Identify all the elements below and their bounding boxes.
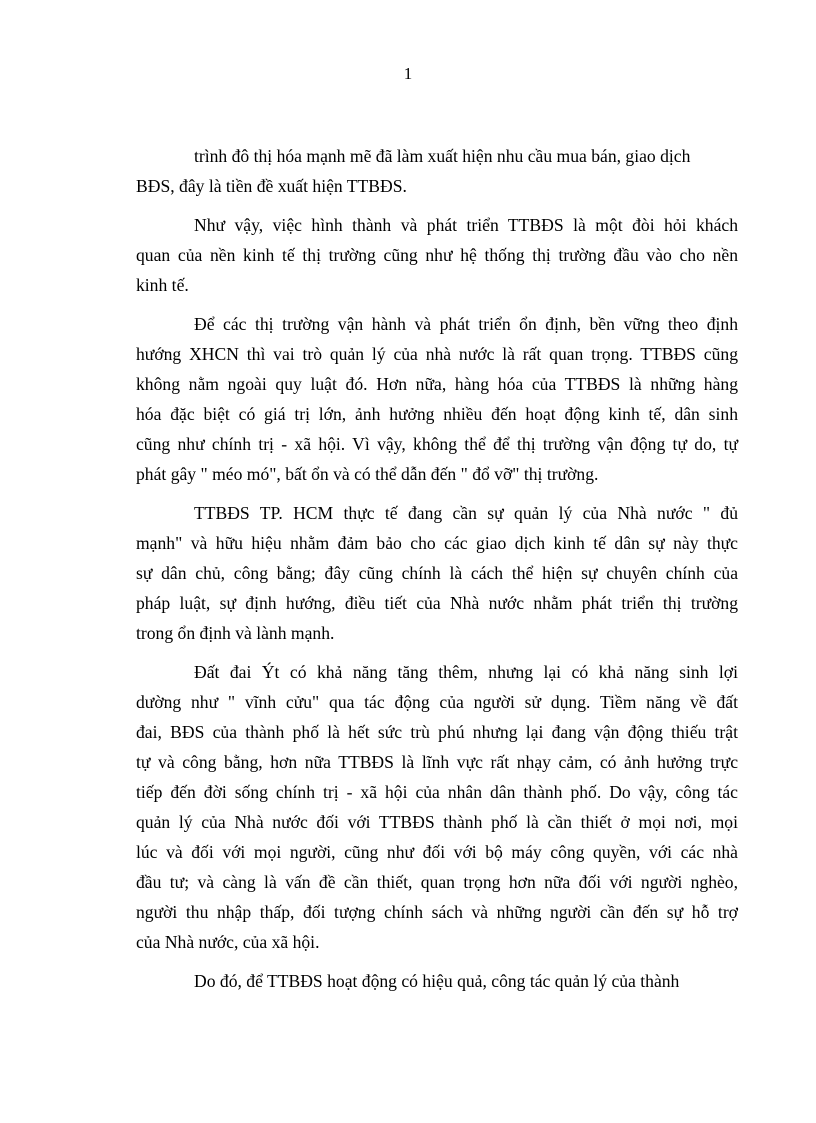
text-line: không nằm ngoài quy luật đó. Hơn nữa, hàng hóa của TTBĐS là những hàng [136,374,738,394]
text-line: quản lý của Nhà nước đối với TTBĐS thành phố là cần thiết ở mọi nơi, mọi [136,812,738,832]
paragraph [136,141,738,201]
paragraph [136,309,738,489]
text-line: phát gây " méo mó", bất ổn và có thể dẫn đến " đổ vỡ" thị trường. [136,464,599,484]
text-line: tiếp đến đời sống chính trị - xã hội của nhân dân thành phố. Do vậy, công tác [136,782,738,802]
text-line: lúc và đối với mọi người, cũng như đối với bộ máy công quyền, với các nhà [136,842,738,862]
text-line: pháp luật, sự định hướng, điều tiết của Nhà nước nhằm phát triển thị trường [136,593,738,613]
text-line: Như vậy, việc hình thành và phát triển TTBĐS là một đòi hỏi khách [194,215,738,235]
text-line: sự dân chủ, công bằng; đây cũng chính là cách thể hiện sự chuyên chính của [136,563,738,583]
text-line: tự và công bằng, hơn nữa TTBĐS là lĩnh vực rất nhạy cảm, có ảnh hưởng trực [136,752,738,772]
text-line: Đất đai Ýt có khả năng tăng thêm, nhưng lại có khả năng sinh lợi [194,662,738,682]
text-line: người thu nhập thấp, đối tượng chính sách và những người cần đến sự hỗ trợ [136,902,738,922]
paragraph [136,498,738,648]
text-line: TTBĐS TP. HCM thực tế đang cần sự quản lý của Nhà nước " đủ [194,503,738,523]
text-line: đai, BĐS của thành phố là hết sức trù phú nhưng lại đang vận động thiếu trật [136,722,738,742]
text-line: dường như " vĩnh cửu" qua tác động của người sử dụng. Tiềm năng về đất [136,692,738,712]
text-line: BĐS, đây là tiền đề xuất hiện TTBĐS. [136,176,407,196]
text-line: đầu tư; và càng là vấn đề cần thiết, quan trọng hơn nữa đối với người nghèo, [136,872,738,892]
paragraph [136,657,738,957]
text-line: trong ổn định và lành mạnh. [136,623,335,643]
text-line: mạnh" và hữu hiệu nhằm đảm bảo cho các giao dịch kinh tế dân sự này thực [136,533,738,553]
text-line: kinh tế. [136,275,189,295]
text-line: cũng như chính trị - xã hội. Vì vậy, không thể để thị trường vận động tự do, tự [136,434,738,454]
text-line: Do đó, để TTBĐS hoạt động có hiệu quả, công tác quản lý của thành [194,971,680,991]
paragraph [136,966,738,996]
text-line: của Nhà nước, của xã hội. [136,932,320,952]
text-line: Để các thị trường vận hành và phát triển ổn định, bền vững theo định [194,314,738,334]
text-line: trình đô thị hóa mạnh mẽ đã làm xuất hiện nhu cầu mua bán, giao dịch [194,146,691,166]
text-line: hướng XHCN thì vai trò quản lý của nhà nước là rất quan trọng. TTBĐS cũng [136,344,738,364]
page-number: 1 [403,64,413,83]
text-line: quan của nền kinh tế thị trường cũng như hệ thống thị trường đầu vào cho nền [136,245,738,265]
paragraph [136,210,738,300]
body-text [136,141,738,996]
text-line: hóa đặc biệt có giá trị lớn, ảnh hưởng nhiều đến hoạt động kinh tế, dân sinh [136,404,738,424]
